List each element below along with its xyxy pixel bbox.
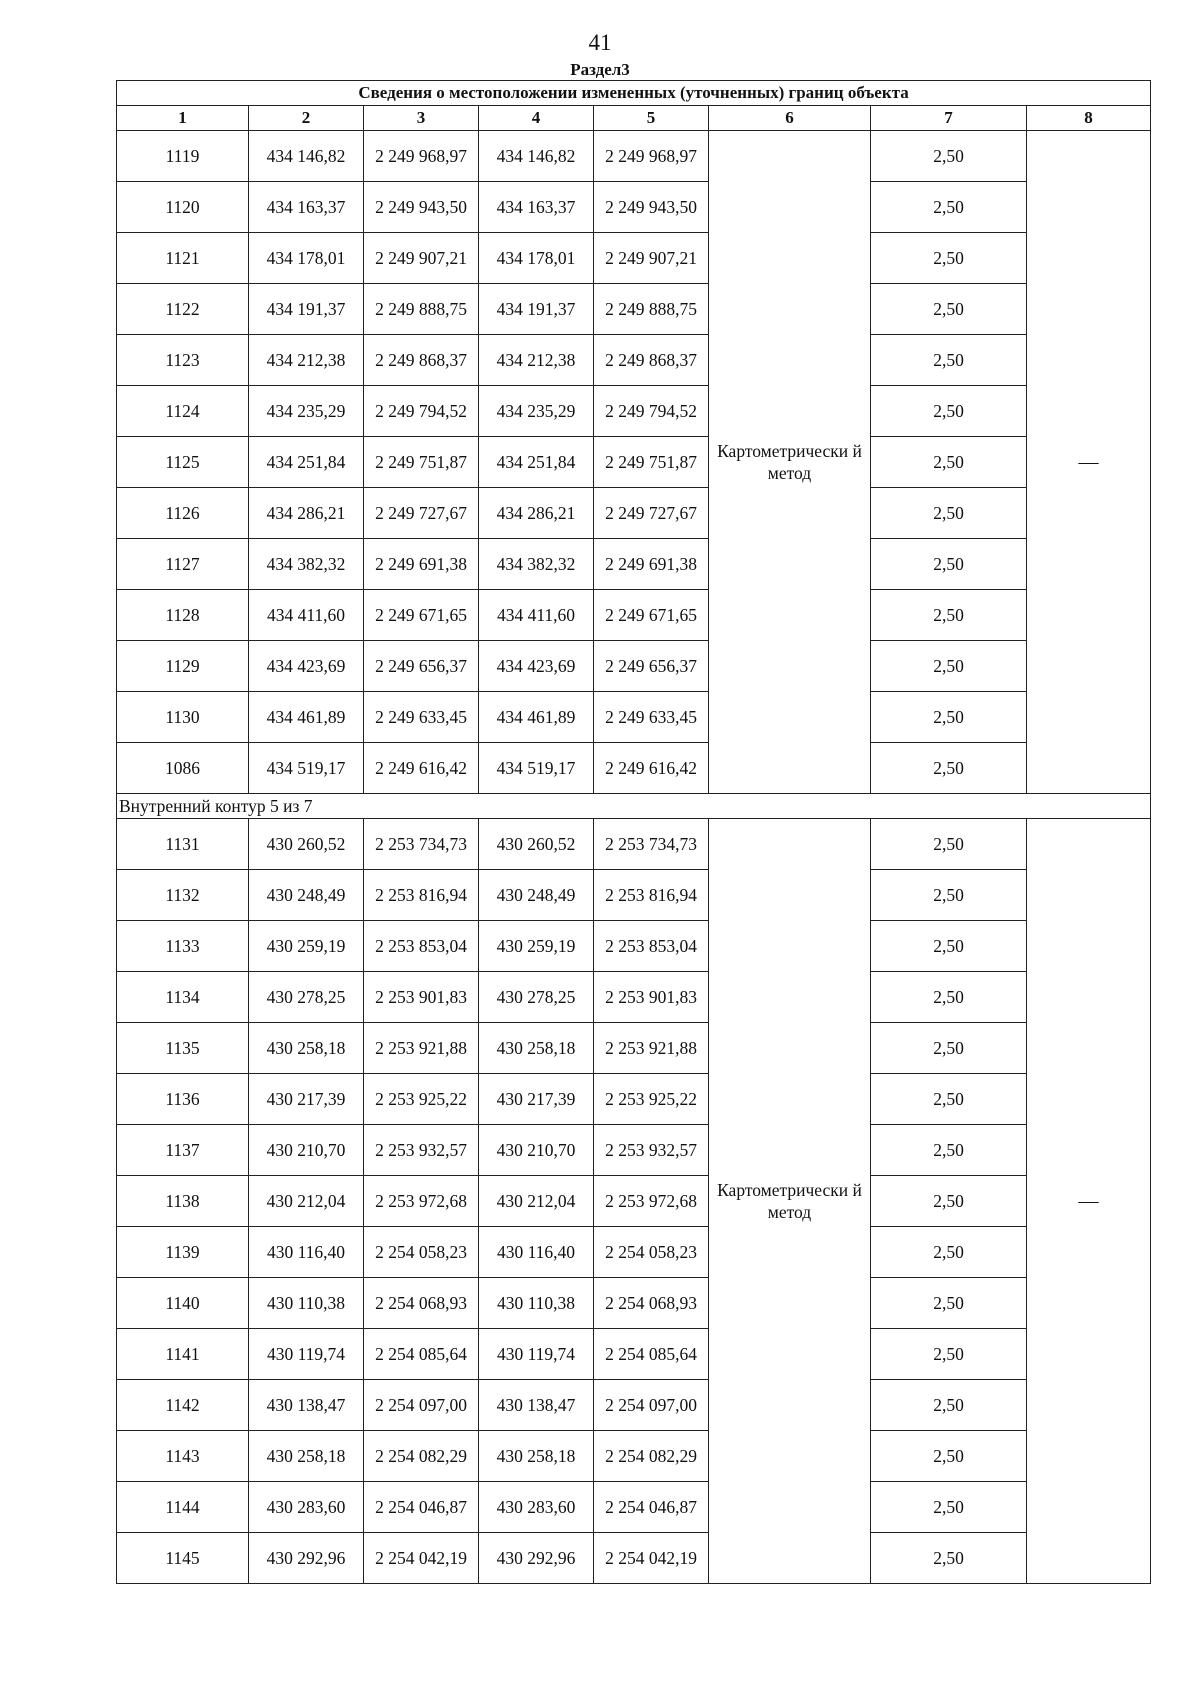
x-coordinate-new: 434 178,01 <box>479 233 594 284</box>
x-coordinate: 434 178,01 <box>249 233 364 284</box>
y-coordinate: 2 249 656,37 <box>364 641 479 692</box>
y-coordinate: 2 249 727,67 <box>364 488 479 539</box>
column-number: 6 <box>709 106 871 131</box>
y-coordinate-new: 2 254 058,23 <box>594 1227 709 1278</box>
x-coordinate-new: 430 283,60 <box>479 1482 594 1533</box>
table-row <box>117 233 1151 284</box>
accuracy-value: 2,50 <box>871 131 1027 182</box>
accuracy-value: 2,50 <box>871 1176 1027 1227</box>
point-number: 1128 <box>117 590 249 641</box>
y-coordinate-new: 2 249 943,50 <box>594 182 709 233</box>
y-coordinate-new: 2 249 616,42 <box>594 743 709 794</box>
x-coordinate-new: 434 212,38 <box>479 335 594 386</box>
accuracy-value: 2,50 <box>871 1482 1027 1533</box>
y-coordinate: 2 253 921,88 <box>364 1023 479 1074</box>
table-row <box>117 743 1151 794</box>
y-coordinate-new: 2 249 751,87 <box>594 437 709 488</box>
table-row <box>117 1533 1151 1584</box>
point-number: 1132 <box>117 870 249 921</box>
accuracy-value: 2,50 <box>871 972 1027 1023</box>
accuracy-value: 2,50 <box>871 1380 1027 1431</box>
x-coordinate-new: 430 248,49 <box>479 870 594 921</box>
x-coordinate-new: 434 191,37 <box>479 284 594 335</box>
x-coordinate: 430 116,40 <box>249 1227 364 1278</box>
accuracy-value: 2,50 <box>871 539 1027 590</box>
y-coordinate: 2 253 734,73 <box>364 819 479 870</box>
x-coordinate: 430 210,70 <box>249 1125 364 1176</box>
accuracy-value: 2,50 <box>871 590 1027 641</box>
point-number: 1134 <box>117 972 249 1023</box>
x-coordinate: 430 110,38 <box>249 1278 364 1329</box>
accuracy-value: 2,50 <box>871 1431 1027 1482</box>
point-number: 1131 <box>117 819 249 870</box>
x-coordinate-new: 430 110,38 <box>479 1278 594 1329</box>
y-coordinate-new: 2 253 853,04 <box>594 921 709 972</box>
y-coordinate: 2 253 816,94 <box>364 870 479 921</box>
y-coordinate: 2 253 932,57 <box>364 1125 479 1176</box>
x-coordinate-new: 430 258,18 <box>479 1023 594 1074</box>
accuracy-value: 2,50 <box>871 1074 1027 1125</box>
x-coordinate-new: 430 292,96 <box>479 1533 594 1584</box>
table-row <box>117 1176 1151 1227</box>
y-coordinate: 2 249 943,50 <box>364 182 479 233</box>
table-row <box>117 1278 1151 1329</box>
x-coordinate-new: 430 259,19 <box>479 921 594 972</box>
x-coordinate: 434 411,60 <box>249 590 364 641</box>
x-coordinate: 434 191,37 <box>249 284 364 335</box>
point-number: 1127 <box>117 539 249 590</box>
point-number: 1119 <box>117 131 249 182</box>
accuracy-value: 2,50 <box>871 233 1027 284</box>
x-coordinate-new: 430 210,70 <box>479 1125 594 1176</box>
y-coordinate: 2 254 058,23 <box>364 1227 479 1278</box>
column-number: 7 <box>871 106 1027 131</box>
y-coordinate-new: 2 253 925,22 <box>594 1074 709 1125</box>
table-row <box>117 819 1151 870</box>
y-coordinate-new: 2 253 972,68 <box>594 1176 709 1227</box>
contour-label: Внутренний контур 5 из 7 <box>117 794 1151 819</box>
y-coordinate-new: 2 254 085,64 <box>594 1329 709 1380</box>
point-number: 1142 <box>117 1380 249 1431</box>
point-number: 1141 <box>117 1329 249 1380</box>
y-coordinate-new: 2 249 727,67 <box>594 488 709 539</box>
y-coordinate-new: 2 253 901,83 <box>594 972 709 1023</box>
x-coordinate-new: 434 382,32 <box>479 539 594 590</box>
x-coordinate: 434 146,82 <box>249 131 364 182</box>
point-number: 1145 <box>117 1533 249 1584</box>
accuracy-value: 2,50 <box>871 437 1027 488</box>
accuracy-value: 2,50 <box>871 743 1027 794</box>
y-coordinate-new: 2 253 816,94 <box>594 870 709 921</box>
y-coordinate: 2 254 085,64 <box>364 1329 479 1380</box>
table-row <box>117 972 1151 1023</box>
y-coordinate: 2 249 794,52 <box>364 386 479 437</box>
column-8-cell: — <box>1027 819 1151 1584</box>
point-number: 1120 <box>117 182 249 233</box>
y-coordinate-new: 2 249 691,38 <box>594 539 709 590</box>
table-row <box>117 870 1151 921</box>
table-title: Сведения о местоположении измененных (уточненных) границ объекта <box>117 81 1151 106</box>
table-row <box>117 1431 1151 1482</box>
x-coordinate: 434 286,21 <box>249 488 364 539</box>
y-coordinate-new: 2 249 633,45 <box>594 692 709 743</box>
accuracy-value: 2,50 <box>871 1125 1027 1176</box>
page-number: 41 <box>588 30 612 55</box>
y-coordinate-new: 2 249 656,37 <box>594 641 709 692</box>
y-coordinate-new: 2 249 907,21 <box>594 233 709 284</box>
y-coordinate-new: 2 254 042,19 <box>594 1533 709 1584</box>
boundary-table <box>116 80 1151 1584</box>
accuracy-value: 2,50 <box>871 284 1027 335</box>
y-coordinate: 2 254 046,87 <box>364 1482 479 1533</box>
y-coordinate: 2 249 691,38 <box>364 539 479 590</box>
table-row <box>117 590 1151 641</box>
point-number: 1122 <box>117 284 249 335</box>
point-number: 1130 <box>117 692 249 743</box>
x-coordinate: 430 119,74 <box>249 1329 364 1380</box>
point-number: 1135 <box>117 1023 249 1074</box>
y-coordinate-new: 2 254 068,93 <box>594 1278 709 1329</box>
table-row <box>117 692 1151 743</box>
method-cell: Картометрически й метод <box>709 819 871 1584</box>
x-coordinate-new: 430 260,52 <box>479 819 594 870</box>
x-coordinate-new: 434 146,82 <box>479 131 594 182</box>
x-coordinate: 430 278,25 <box>249 972 364 1023</box>
y-coordinate: 2 254 097,00 <box>364 1380 479 1431</box>
table-row <box>117 1227 1151 1278</box>
x-coordinate: 430 212,04 <box>249 1176 364 1227</box>
method-cell: Картометрически й метод <box>709 131 871 794</box>
point-number: 1086 <box>117 743 249 794</box>
y-coordinate: 2 249 907,21 <box>364 233 479 284</box>
table-row <box>117 539 1151 590</box>
y-coordinate-new: 2 254 097,00 <box>594 1380 709 1431</box>
x-coordinate-new: 430 116,40 <box>479 1227 594 1278</box>
point-number: 1123 <box>117 335 249 386</box>
point-number: 1138 <box>117 1176 249 1227</box>
x-coordinate: 430 258,18 <box>249 1431 364 1482</box>
y-coordinate: 2 249 968,97 <box>364 131 479 182</box>
x-coordinate-new: 434 163,37 <box>479 182 594 233</box>
table-row <box>117 1023 1151 1074</box>
table-row <box>117 1380 1151 1431</box>
y-coordinate-new: 2 249 868,37 <box>594 335 709 386</box>
column-number: 5 <box>594 106 709 131</box>
x-coordinate: 434 423,69 <box>249 641 364 692</box>
point-number: 1126 <box>117 488 249 539</box>
y-coordinate: 2 249 616,42 <box>364 743 479 794</box>
x-coordinate: 430 260,52 <box>249 819 364 870</box>
accuracy-value: 2,50 <box>871 1227 1027 1278</box>
column-number: 2 <box>249 106 364 131</box>
x-coordinate: 430 292,96 <box>249 1533 364 1584</box>
x-coordinate: 430 283,60 <box>249 1482 364 1533</box>
table-row <box>117 182 1151 233</box>
y-coordinate: 2 249 751,87 <box>364 437 479 488</box>
table-row <box>117 131 1151 182</box>
y-coordinate-new: 2 254 082,29 <box>594 1431 709 1482</box>
point-number: 1144 <box>117 1482 249 1533</box>
x-coordinate: 434 519,17 <box>249 743 364 794</box>
point-number: 1125 <box>117 437 249 488</box>
point-number: 1143 <box>117 1431 249 1482</box>
x-coordinate-new: 434 286,21 <box>479 488 594 539</box>
point-number: 1121 <box>117 233 249 284</box>
x-coordinate: 430 217,39 <box>249 1074 364 1125</box>
y-coordinate: 2 253 925,22 <box>364 1074 479 1125</box>
x-coordinate-new: 430 119,74 <box>479 1329 594 1380</box>
point-number: 1136 <box>117 1074 249 1125</box>
y-coordinate-new: 2 249 968,97 <box>594 131 709 182</box>
table-row <box>117 1482 1151 1533</box>
y-coordinate: 2 249 868,37 <box>364 335 479 386</box>
x-coordinate: 430 259,19 <box>249 921 364 972</box>
column-number: 3 <box>364 106 479 131</box>
y-coordinate-new: 2 249 888,75 <box>594 284 709 335</box>
x-coordinate: 434 163,37 <box>249 182 364 233</box>
x-coordinate-new: 430 212,04 <box>479 1176 594 1227</box>
x-coordinate-new: 430 258,18 <box>479 1431 594 1482</box>
x-coordinate: 434 212,38 <box>249 335 364 386</box>
accuracy-value: 2,50 <box>871 692 1027 743</box>
y-coordinate: 2 253 972,68 <box>364 1176 479 1227</box>
x-coordinate: 434 461,89 <box>249 692 364 743</box>
accuracy-value: 2,50 <box>871 1533 1027 1584</box>
table-row <box>117 1125 1151 1176</box>
y-coordinate: 2 254 068,93 <box>364 1278 479 1329</box>
y-coordinate-new: 2 249 671,65 <box>594 590 709 641</box>
table-row <box>117 437 1151 488</box>
y-coordinate: 2 253 853,04 <box>364 921 479 972</box>
y-coordinate: 2 249 633,45 <box>364 692 479 743</box>
accuracy-value: 2,50 <box>871 335 1027 386</box>
y-coordinate: 2 249 888,75 <box>364 284 479 335</box>
x-coordinate-new: 430 278,25 <box>479 972 594 1023</box>
accuracy-value: 2,50 <box>871 182 1027 233</box>
x-coordinate-new: 434 461,89 <box>479 692 594 743</box>
column-number: 4 <box>479 106 594 131</box>
y-coordinate: 2 253 901,83 <box>364 972 479 1023</box>
x-coordinate-new: 434 519,17 <box>479 743 594 794</box>
x-coordinate-new: 430 138,47 <box>479 1380 594 1431</box>
x-coordinate-new: 434 423,69 <box>479 641 594 692</box>
x-coordinate-new: 434 235,29 <box>479 386 594 437</box>
x-coordinate: 434 235,29 <box>249 386 364 437</box>
accuracy-value: 2,50 <box>871 819 1027 870</box>
x-coordinate-new: 434 411,60 <box>479 590 594 641</box>
accuracy-value: 2,50 <box>871 921 1027 972</box>
x-coordinate: 430 248,49 <box>249 870 364 921</box>
x-coordinate-new: 430 217,39 <box>479 1074 594 1125</box>
y-coordinate-new: 2 253 932,57 <box>594 1125 709 1176</box>
y-coordinate: 2 254 042,19 <box>364 1533 479 1584</box>
x-coordinate: 434 382,32 <box>249 539 364 590</box>
y-coordinate: 2 249 671,65 <box>364 590 479 641</box>
point-number: 1137 <box>117 1125 249 1176</box>
table-row <box>117 1329 1151 1380</box>
table-row <box>117 488 1151 539</box>
point-number: 1133 <box>117 921 249 972</box>
x-coordinate: 434 251,84 <box>249 437 364 488</box>
point-number: 1129 <box>117 641 249 692</box>
accuracy-value: 2,50 <box>871 386 1027 437</box>
accuracy-value: 2,50 <box>871 1329 1027 1380</box>
table-row <box>117 641 1151 692</box>
y-coordinate-new: 2 253 921,88 <box>594 1023 709 1074</box>
x-coordinate: 430 258,18 <box>249 1023 364 1074</box>
table-row <box>117 921 1151 972</box>
table-row <box>117 1074 1151 1125</box>
y-coordinate: 2 254 082,29 <box>364 1431 479 1482</box>
table-row <box>117 284 1151 335</box>
x-coordinate-new: 434 251,84 <box>479 437 594 488</box>
table-row <box>117 335 1151 386</box>
section-heading: Раздел3 <box>570 60 630 79</box>
column-number: 1 <box>117 106 249 131</box>
x-coordinate: 430 138,47 <box>249 1380 364 1431</box>
y-coordinate-new: 2 254 046,87 <box>594 1482 709 1533</box>
column-number: 8 <box>1027 106 1151 131</box>
point-number: 1124 <box>117 386 249 437</box>
point-number: 1140 <box>117 1278 249 1329</box>
accuracy-value: 2,50 <box>871 1023 1027 1074</box>
accuracy-value: 2,50 <box>871 641 1027 692</box>
y-coordinate-new: 2 249 794,52 <box>594 386 709 437</box>
accuracy-value: 2,50 <box>871 1278 1027 1329</box>
accuracy-value: 2,50 <box>871 488 1027 539</box>
point-number: 1139 <box>117 1227 249 1278</box>
column-8-cell: — <box>1027 131 1151 794</box>
accuracy-value: 2,50 <box>871 870 1027 921</box>
table-row <box>117 386 1151 437</box>
y-coordinate-new: 2 253 734,73 <box>594 819 709 870</box>
